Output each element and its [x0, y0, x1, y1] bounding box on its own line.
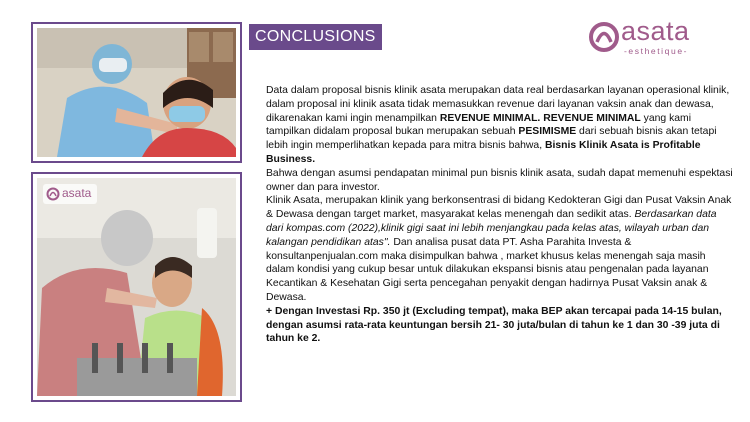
p3-citation: Berdasarkan data dari kompas.com (2022),klinik gigi saat ini lebih menjangkau pada kelas atas, wilayah urban dan kalangan pendidikan atas". — [266, 209, 717, 248]
vaccination-photo — [31, 22, 242, 163]
p1-text-a: Data dalam proposal bisnis klinik asata merupakan data real berdasarkan layanan operasional klinik, dalam proposal ini klinik asata tidak memasukkan revenue dari layanan vaksin anak dan dewasa, dikarenakan kami ingin menampilkan — [266, 85, 730, 124]
logo-mark-icon — [588, 21, 620, 53]
logo-word: asata — [621, 16, 690, 46]
p1-emphasis-profitable: Bisnis Klinik Asata is Profitable Business. — [266, 140, 701, 165]
p3-text-c: Dan analisa pusat data PT. Asha Parahita Investa & konsultanpenjualan.com maka disimpulkan bahwa , market khusus kelas menengah saja masih dalam kondisi yang cukup besar untuk dilakukan ekspansi bisnis atau pengenalan pada layanan Kecantikan & Kesehatan Gigi serta pencegahan penyakit dengan hadirnya Pusat Vaksin anak & Dewasa. — [266, 236, 709, 303]
small-logo — [43, 184, 97, 204]
p1-emphasis-pesimisme: PESIMISME — [518, 126, 577, 138]
p1-emphasis-revenue: REVENUE MINIMAL. REVENUE MINIMAL — [439, 112, 641, 124]
paragraph-4-investment: + Dengan Investasi Rp. 350 jt (Excluding tempat), maka BEP akan tercapai pada 14-15 bulan, dengan asumsi rata-rata keuntungan bersih 21- 30 juta/bulan di tahun ke 1 dan 30 -39 juta di tahun ke 2. — [266, 305, 722, 345]
p1-text-e: dari sebuah bisnis akan tetapi lebih ingin memperlihatkan kepada para mitra bisnis bahwa, — [266, 126, 717, 152]
p1-text-c: yang kami tampilkan didalam proposal bukan merupakan sebuah — [266, 112, 692, 138]
dental-photo — [31, 172, 242, 402]
logo-tagline: -esthetique- — [624, 46, 689, 56]
paragraph-1 — [266, 84, 734, 167]
paragraph-3 — [266, 194, 734, 304]
vaccination-illustration — [37, 28, 236, 157]
conclusion-text — [266, 84, 734, 346]
logo-mark-icon — [46, 187, 60, 201]
p3-text-a: Klinik Asata, merupakan klinik yang berkonsentrasi di bidang Kedokteran Gigi dan Pusat Vaksin Anak & Dewasa dengan target market, masyarakat kelas menengah dan sedikit atas. — [266, 195, 732, 221]
paragraph-2: Bahwa dengan asumsi pendapatan minimal pun bisnis klinik asata, sudah dapat memenuhi espektasi owner dan para investor. — [266, 167, 733, 193]
brand-logo — [588, 18, 718, 58]
dental-illustration — [37, 178, 236, 396]
small-logo-word: asata — [62, 186, 92, 200]
page-title: CONCLUSIONS — [249, 24, 382, 50]
